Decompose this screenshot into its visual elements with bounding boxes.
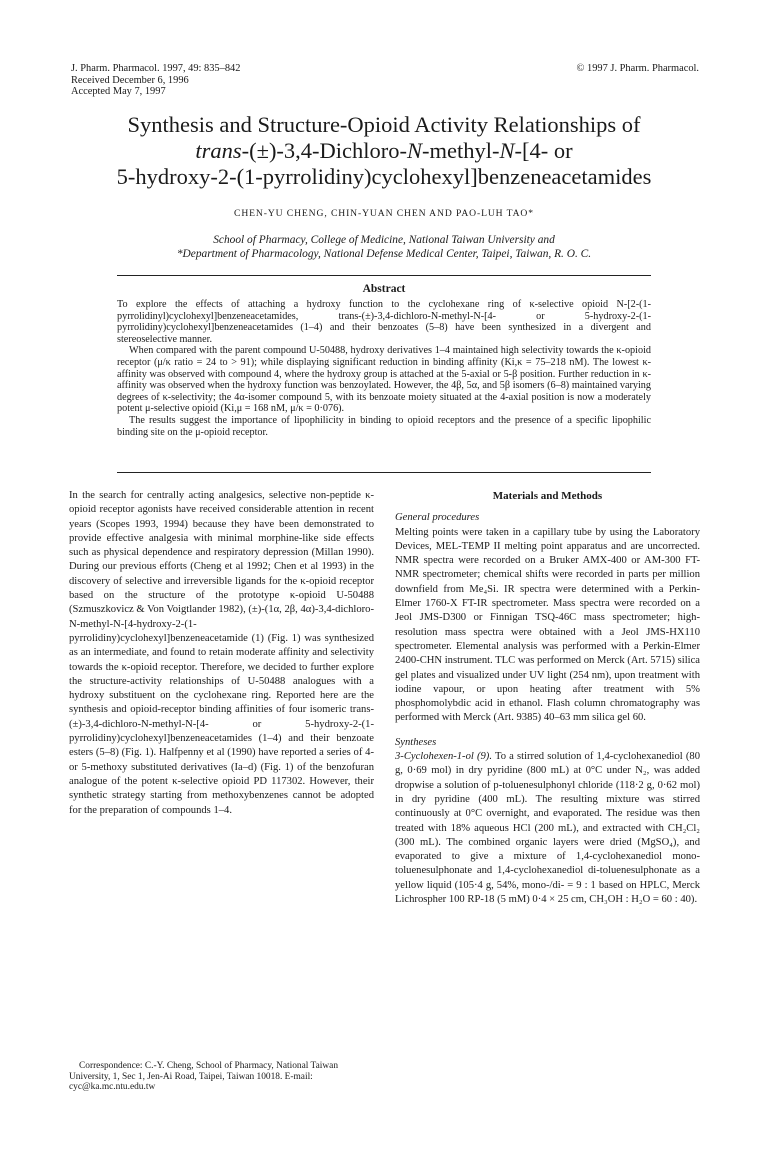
- author-list: CHEN-YU CHENG, CHIN-YUAN CHEN AND PAO-LUH TAO*: [234, 208, 534, 219]
- methods-heading: Materials and Methods: [492, 490, 603, 502]
- received-date: Received December 6, 1996: [71, 74, 189, 86]
- title-line-1: Synthesis and Structure-Opioid Activity Relationships of: [127, 112, 641, 137]
- title-italic-trans: trans: [195, 138, 242, 163]
- abstract-top-rule: [117, 275, 651, 276]
- article-title: [60, 112, 708, 190]
- affiliations: [60, 233, 708, 261]
- introduction-paragraph: In the search for centrally acting analgesics, selective non-peptide κ-opioid receptor agonists have received considerable attention in recent years (Scopes 1993, 1994) because they have been demonstrated to provide effective analgesia with minimal morphine-like side effects such as physical dependence and respiratory depression (Millan 1990). During our previous efforts (Cheng et al 1992; Chen et al 1993) in the discovery of selective and irreversible ligands for the κ-opioid receptor based on the structure of the prototype κ-opioid U-50488 (Szmuszkovicz & Von Voigtlander 1982), (±)-(1α, 2β, 4α)-3,4-dichloro-N-methyl-N-[4-hydroxy-2-(1-pyrrolidiny)cyclohexyl]benzeneacetamide (1) (Fig. 1) was synthesized as an intermediate, and found to retain moderate affinity and selectivity towards the κ-opioid receptor. Therefore, we decided to further explore the structure-activity relationships of U-50488 analogues with a hydroxy substituent on the cyclohexane ring. Reported here are the synthesis and opioid-receptor binding affinities of four isomeric trans-(±)-3,4-dichloro-N-methyl-N-[4- or 5-hydroxy-2-(1-pyrrolidiny)cyclohexyl]benzeneacetamides (1–4) and their benzoate esters (5–8) (Fig. 1). Halfpenny et al (1990) have reported a series of 4- or 5-methoxy substituted derivatives (Ia–d) (Fig. 1) of the benzofuran analogue of the potent κ-selective opioid PD 117302. However, their synthetic strategy starting from methoxybenzenes cannot be adopted for the preparation of compounds 1–4.: [69, 490, 374, 816]
- correspondence-footnote: [69, 1061, 374, 1093]
- title-italic-n2: N: [499, 138, 515, 163]
- title-segment-c: -[4- or: [514, 138, 573, 163]
- compound-9-paragraph: [395, 750, 700, 907]
- journal-citation: J. Pharm. Pharmacol. 1997, 49: 835–842: [71, 63, 241, 74]
- abstract-paragraph-2: When compared with the parent compound U-50488, hydroxy derivatives 1–4 maintained high selectivity towards the κ-opioid receptor (μ/κ ratio = 24 to > 91); while displaying significant reduction in binding affinity (Ki,κ = 75–218 nM). The lowest κ-affinity was observed with compound 4, where the hydroxy group is attached at the 5-axial or 5-β position. Further reduction in κ-affinity was observed when the hydroxy function was benzoylated. However, the 4β, 5α, and 5β isomers (6–8) maintained varying degrees of κ-selectivity; the 4α-isomer compound 5, with its benzoate moiety situated at the 4-axial position is now a moderately potent μ-selective opioid (Ki,μ = 168 nM, μ/κ = 0·076).: [117, 345, 651, 415]
- abstract-paragraph-1: To explore the effects of attaching a hydroxy function to the cyclohexane ring of κ-selective opioid N-[2-(1-pyrrolidinyl)cyclohexyl]benzeneacetamides, trans-(±)-3,4-dichloro-N-methyl-N-[4- or 5-hydroxy-2-(1-pyrrolidiny)cyclohexyl]benzeneacetamides (1–4) and their benzoates (5–8) have been synthesized in a divergent and stereoselective manner.: [117, 299, 651, 345]
- abstract-body: [117, 299, 651, 438]
- accepted-date: Accepted May 7, 1997: [71, 86, 166, 98]
- correspondence-text: Correspondence: C.-Y. Cheng, School of Pharmacy, National Taiwan University, 1, Sec 1, Jen-Ai Road, Taipei, Taiwan 10018. E-mail: cyc@ka.mc.ntu.edu.tw: [69, 1061, 339, 1093]
- general-procedures-text: Melting points were taken in a capillary tube by using the Laboratory Devices, MEL-TEMP II melting point apparatus and are uncorrected. NMR spectra were recorded on a Bruker AMX-400 or AM-300 FT-NMR spectrometer; chemical shifts were recorded in parts per million downfield from Me₄Si. IR spectra were determined with a Perkin-Elmer 1760-X FT-IR spectrometer. Mass spectra were recorded on a Jeol JMS-D300 or Finnigan TSQ-46C mass spectrometer; high-resolution mass spectra were obtained with a Jeol JMS-HX110 spectrometer. Elemental analysis was performed with a Perkin-Elmer 2400-CHN instrument. TLC was performed on Merck (Art. 5715) silica gel plates and visualized under UV light (254 nm), upon treatment with iodine vapour, or upon heating after treatment with 5% phosphomolybdic acid in ethanol. Flash column chromatography was performed with Merck (Art. 9385) 40–63 mm silica gel 60.: [395, 526, 700, 724]
- syntheses-heading: Syntheses: [395, 736, 437, 748]
- methods-column: [395, 489, 700, 907]
- title-segment-b: -methyl-: [422, 138, 500, 163]
- general-procedures-heading: General procedures: [395, 512, 480, 524]
- abstract-heading: Abstract: [362, 283, 406, 295]
- copyright-notice: © 1997 J. Pharm. Pharmacol.: [576, 63, 699, 74]
- title-line-2: [60, 138, 708, 164]
- abstract-paragraph-3: The results suggest the importance of lipophilicity in binding to opioid receptors and the presence of a specific lipophilic binding site on the μ-opioid receptor.: [117, 414, 651, 438]
- title-italic-n: N: [407, 138, 423, 163]
- journal-header: [71, 63, 240, 98]
- compound-9-title: 3-Cyclohexen-1-ol (9).: [395, 751, 492, 763]
- affiliation-line-2: *Department of Pharmacology, National Defense Medical Center, Taipei, Taiwan, R. O. C.: [176, 248, 592, 260]
- affiliation-line-1: School of Pharmacy, College of Medicine, National Taiwan University and: [213, 234, 555, 246]
- title-segment-a: -(±)-3,4-Dichloro-: [241, 138, 408, 163]
- title-line-3: 5-hydroxy-2-(1-pyrrolidiny)cyclohexyl]benzeneacetamides: [116, 164, 652, 189]
- abstract-bottom-rule: [117, 472, 651, 473]
- introduction-column: [69, 489, 374, 818]
- compound-9-text: To a stirred solution of 1,4-cyclohexanediol (80 g, 0·69 mol) in dry pyridine (800 mL) at 0°C under N₂, was added dropwise a solution of p-toluenesulphonyl chloride (118·2 g, 0·62 mol) in dry pyridine (400 mL). The resulting mixture was stirred continuously at 0°C overnight, and evaporated. The residue was then treated with 18% aqueous HCl (200 mL), and extracted with CH₂Cl₂ (300 mL). The combined organic layers were dried (MgSO₄), and evaporated to give a mixture of 1,4-cyclohexanediol mono-toluenesulphonate and 1,4-cyclohexanediol di-toluenesulphonate as a yellow liquid (105·4 g, 54%, mono-/di- = 9 : 1 based on HPLC, Merck Lichrospher 100 RP-18 (5 mM) 0·4 × 25 cm, CH₃OH : H₂O = 60 : 40).: [395, 751, 700, 906]
